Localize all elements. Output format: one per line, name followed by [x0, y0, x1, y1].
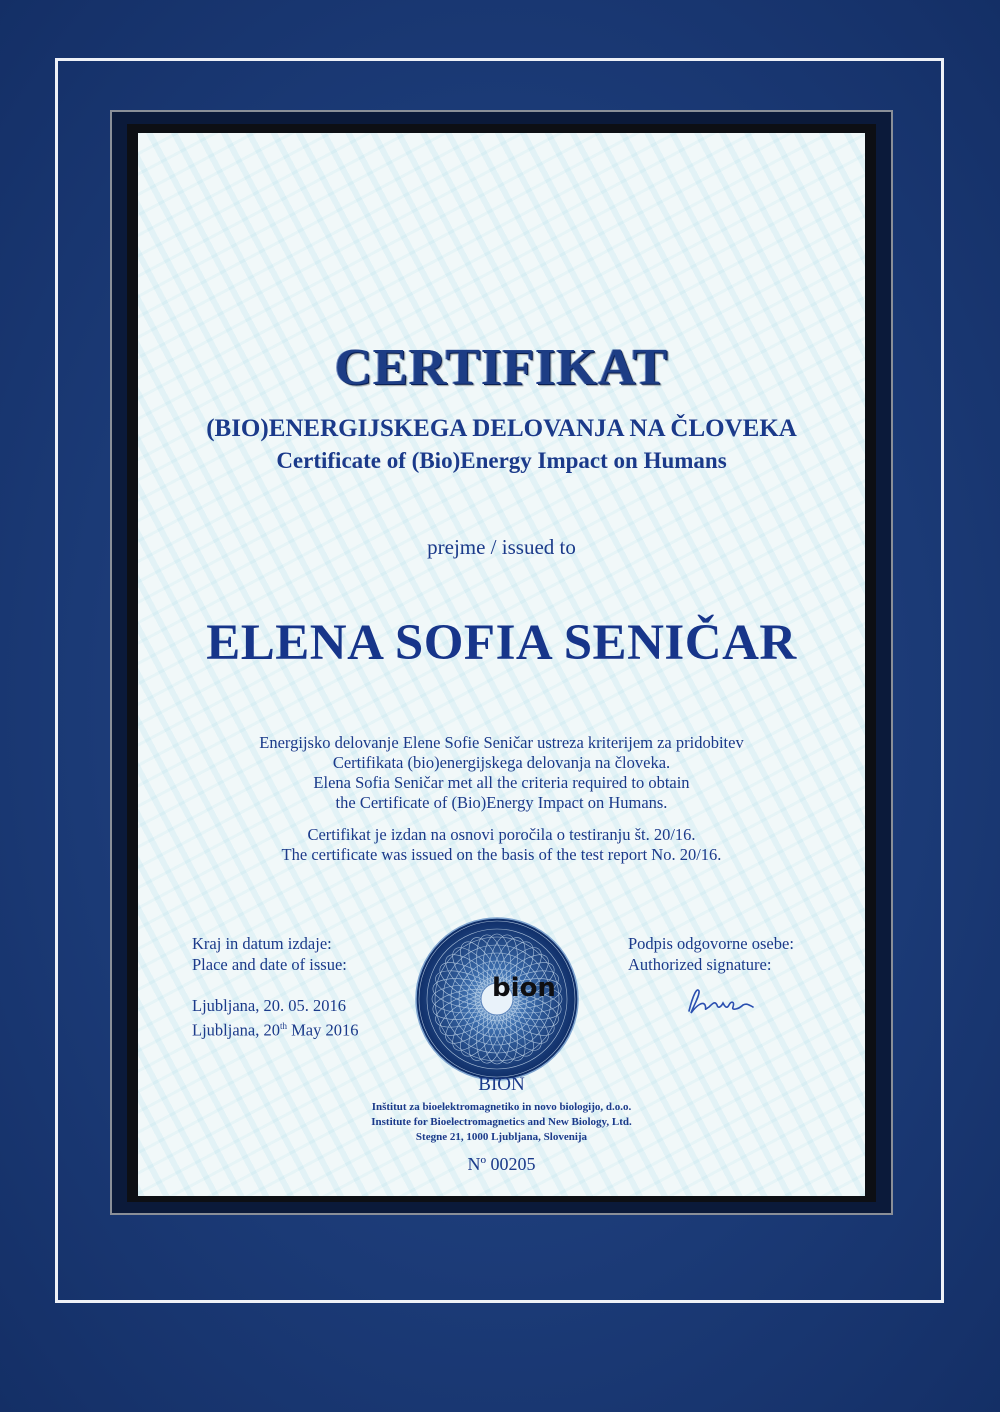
body-line: Certifikat je izdan na osnovi poročila o testiranju št. 20/16.	[307, 825, 696, 844]
date-sl: Ljubljana, 20. 05. 2016	[192, 996, 346, 1015]
place-label-sl: Kraj in datum izdaje:	[192, 934, 332, 953]
recipient-name: ELENA SOFIA SENIČAR	[206, 615, 797, 671]
bion-seal-icon	[414, 916, 580, 1082]
certificate-title: CERTIFIKAT	[334, 339, 669, 396]
place-label-en: Place and date of issue:	[192, 955, 347, 974]
issued-to-label: prejme / issued to	[427, 535, 576, 559]
body-line: Elena Sofia Seničar met all the criteria required to obtain	[313, 773, 690, 792]
org-line: Institute for Bioelectromagnetics and New Biology, Ltd.	[371, 1116, 632, 1128]
body-line: Energijsko delovanje Elene Sofie Seničar ustreza kriterijem za pridobitev	[259, 733, 744, 752]
body-line: the Certificate of (Bio)Energy Impact on Humans.	[335, 793, 668, 812]
signature-label-en: Authorized signature:	[628, 955, 772, 974]
org-line: Inštitut za bioelektromagnetiko in novo biologijo, d.o.o.	[371, 1101, 632, 1113]
place-date-block	[192, 933, 359, 1041]
signature-label-sl: Podpis odgovorne osebe:	[628, 934, 794, 953]
certificate-paper	[138, 133, 865, 1196]
serial-number: Nº 00205	[467, 1154, 536, 1174]
subtitle-slovenian: (BIO)ENERGIJSKEGA DELOVANJA NA ČLOVEKA	[206, 415, 797, 442]
signature-block	[628, 933, 794, 975]
body-line: The certificate was issued on the basis of the test report No. 20/16.	[281, 845, 722, 864]
org-line: Stegne 21, 1000 Ljubljana, Slovenija	[415, 1131, 588, 1143]
body-line: Certifikata (bio)energijskega delovanja na človeka.	[332, 753, 671, 772]
date-en: Ljubljana, 20th May 2016	[192, 1020, 359, 1040]
seal-text: bion	[492, 973, 556, 1003]
subtitle-english: Certificate of (Bio)Energy Impact on Humans	[276, 448, 727, 473]
signature-icon	[683, 981, 763, 1021]
org-name: BION	[478, 1074, 525, 1095]
